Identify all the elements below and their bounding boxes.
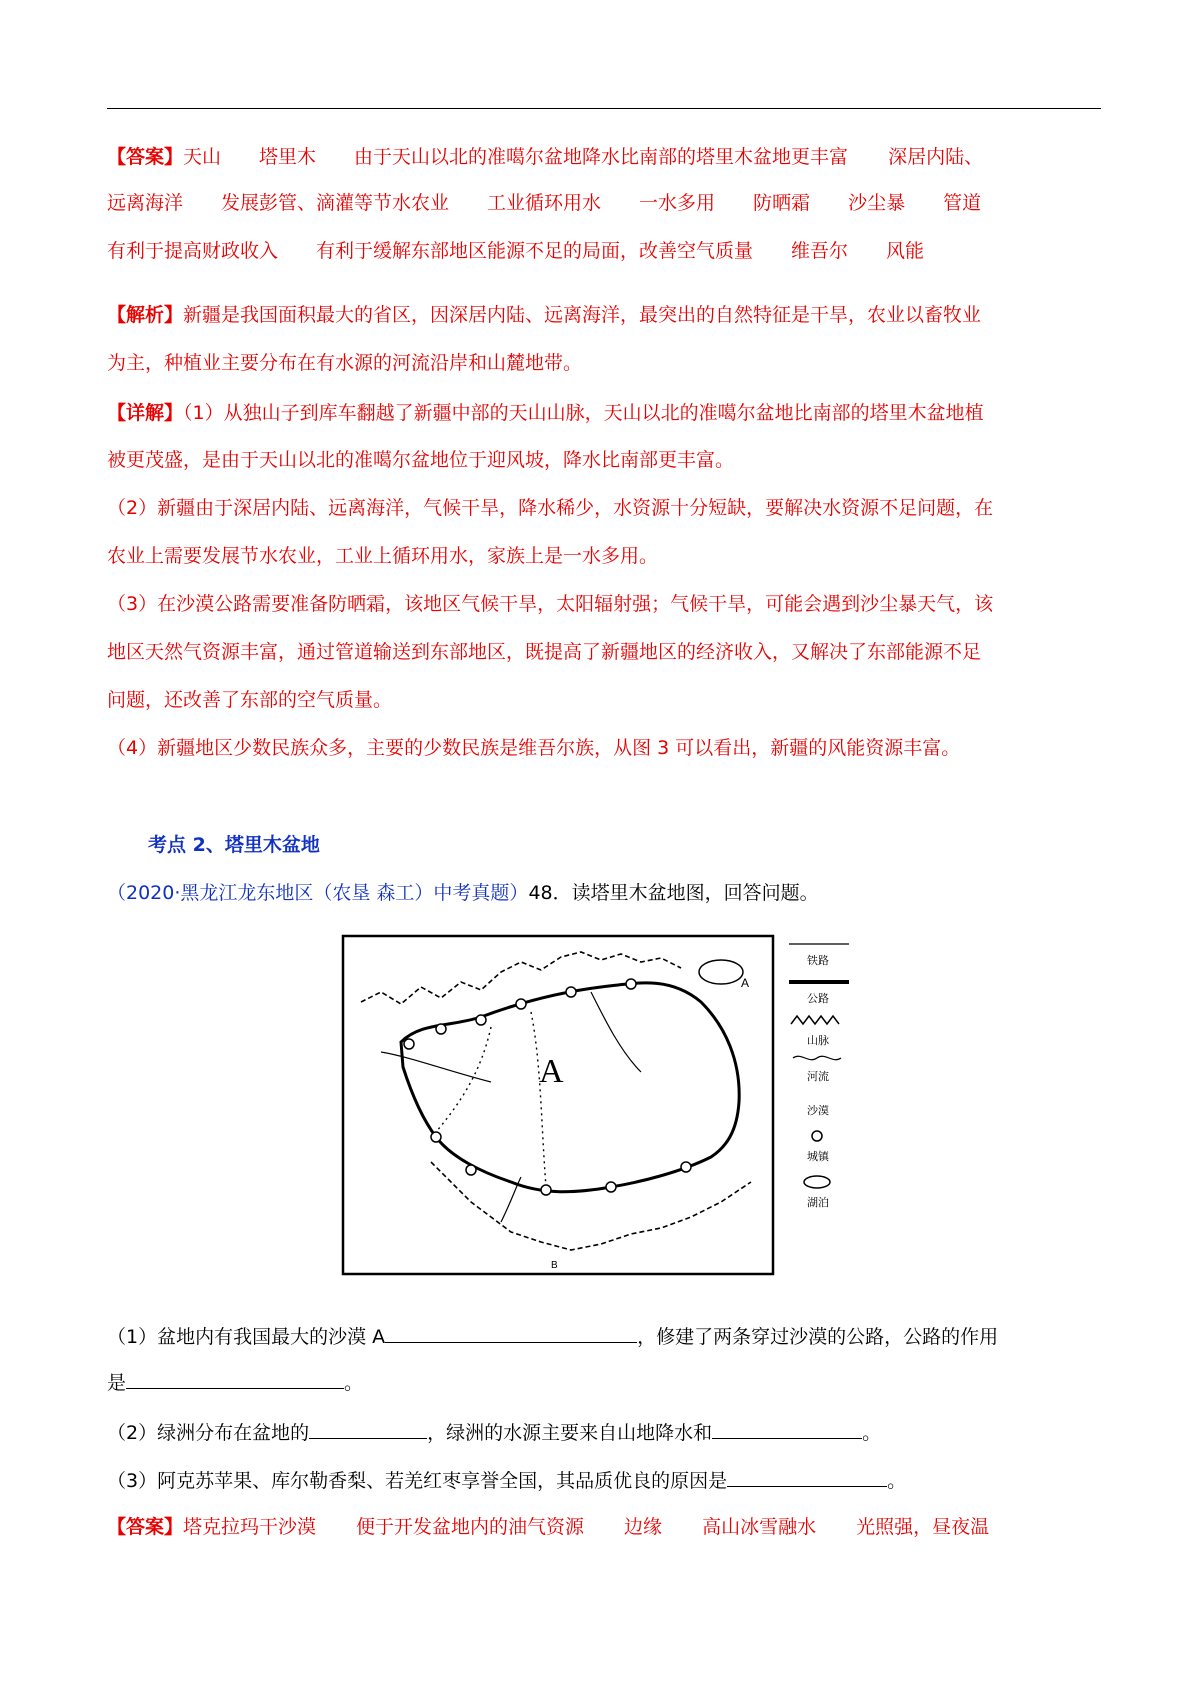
detail-line-8: （4）新疆地区少数民族众多，主要的少数民族是维吾尔族，从图 3 可以看出，新疆的风能资源丰富。	[107, 737, 961, 759]
answer-2-line	[107, 1514, 989, 1540]
q3-text: 。	[887, 1470, 907, 1492]
question-2-line	[107, 1418, 881, 1446]
answer-item: 沙尘暴	[848, 192, 906, 214]
answer-item: 风能	[886, 240, 925, 262]
answer-item: 天山	[183, 146, 222, 168]
top-rule	[107, 108, 1101, 109]
question-3-line	[107, 1466, 906, 1494]
analysis-text: 新疆是我国面积最大的省区，因深居内陆、远离海洋，最突出的自然特征是干旱，农业以畜牧业	[183, 304, 982, 326]
answer-item: 发展彭管、滴灌等节水农业	[221, 192, 450, 214]
detail-line-2: 被更茂盛，是由于天山以北的准噶尔盆地位于迎风坡，降水比南部更丰富。	[107, 449, 735, 471]
answer-item: 深居内陆、	[888, 146, 984, 168]
question-1-line-2	[107, 1368, 363, 1396]
legend-mountain: 山脉	[807, 1034, 829, 1047]
detail-line-1	[107, 400, 984, 426]
analysis-line-1	[107, 302, 981, 328]
answer-2-label: 【答案】	[107, 1516, 184, 1538]
detail-line-4: 农业上需要发展节水农业，工业上循环用水，家族上是一水多用。	[107, 545, 659, 567]
legend-lake: 湖泊	[807, 1196, 829, 1209]
q1-text: （1）盆地内有我国最大的沙漠 A	[107, 1326, 386, 1348]
q1-text: 是	[107, 1372, 127, 1394]
answer-item: 维吾尔	[791, 240, 849, 262]
lake	[699, 960, 743, 984]
answer-line-2	[107, 190, 981, 216]
q2-text: ，绿洲的水源主要来自山地降水和	[427, 1422, 713, 1444]
map-frame	[343, 936, 773, 1274]
map-label-a: A	[539, 1053, 564, 1090]
legend-river: 河流	[807, 1070, 829, 1083]
detail-line-5: （3）在沙漠公路需要准备防晒霜，该地区气候干旱，太阳辐射强；气候干旱，可能会遇到沙尘暴天气，该	[107, 593, 994, 615]
answer-2-item: 光照强，昼夜温	[856, 1516, 990, 1538]
map-label-a-small: A	[741, 976, 750, 990]
question-header	[107, 880, 819, 906]
answer-item: 远离海洋	[107, 192, 184, 214]
answer-item: 塔里木	[259, 146, 317, 168]
q1-answer-blank-2[interactable]	[126, 1368, 344, 1389]
q2-answer-blank-2[interactable]	[712, 1418, 862, 1439]
analysis-label: 【解析】	[107, 304, 184, 326]
q1-answer-blank-1[interactable]	[385, 1322, 637, 1343]
answer-item: 一水多用	[639, 192, 716, 214]
answer-item: 有利于缓解东部地区能源不足的局面，改善空气质量	[316, 240, 754, 262]
section-title: 考点 2、塔里木盆地	[148, 834, 320, 856]
answer-2-item: 便于开发盆地内的油气资源	[356, 1516, 585, 1538]
map-label-b-small: B	[551, 1260, 558, 1271]
tarim-basin-map	[341, 932, 859, 1282]
answer-item: 由于天山以北的准噶尔盆地降水比南部的塔里木盆地更丰富	[354, 146, 849, 168]
answer-label: 【答案】	[107, 146, 184, 168]
analysis-line-2: 为主，种植业主要分布在有水源的河流沿岸和山麓地带。	[107, 352, 583, 374]
question-1-line-1	[107, 1322, 998, 1350]
legend-railway: 铁路	[807, 954, 829, 967]
question-source: （2020·黑龙江龙东地区（农垦 森工）中考真题）	[107, 882, 529, 904]
answer-2-item: 塔克拉玛干沙漠	[183, 1516, 317, 1538]
legend-highway: 公路	[807, 992, 829, 1005]
q3-answer-blank[interactable]	[727, 1466, 887, 1487]
q1-text: ，修建了两条穿过沙漠的公路，公路的作用	[637, 1326, 999, 1348]
q3-text: （3）阿克苏苹果、库尔勒香梨、若羌红枣享誉全国，其品质优良的原因是	[107, 1470, 728, 1492]
answer-line-3	[107, 238, 924, 264]
q2-text: （2）绿洲分布在盆地的	[107, 1422, 310, 1444]
detail-label: 【详解】	[107, 402, 184, 424]
legend-town: 城镇	[807, 1150, 829, 1163]
answer-2-item: 高山冰雪融水	[702, 1516, 817, 1538]
answer-line-1	[107, 144, 983, 170]
detail-line-6: 地区天然气资源丰富，通过管道输送到东部地区，既提高了新疆地区的经济收入，又解决了东部能源不足	[107, 641, 982, 663]
map-legend	[789, 944, 849, 1209]
answer-item: 有利于提高财政收入	[107, 240, 279, 262]
answer-2-item: 边缘	[624, 1516, 663, 1538]
answer-item: 防晒霜	[753, 192, 811, 214]
detail-line-7: 问题，还改善了东部的空气质量。	[107, 689, 393, 711]
answer-item: 工业循环用水	[487, 192, 602, 214]
legend-desert: 沙漠	[807, 1104, 829, 1117]
answer-item: 管道	[943, 192, 982, 214]
question-text: 48．读塔里木盆地图，回答问题。	[528, 882, 819, 904]
q2-text: 。	[862, 1422, 882, 1444]
detail-text: （1）从独山子到库车翻越了新疆中部的天山山脉，天山以北的准噶尔盆地比南部的塔里木盆地植	[183, 402, 984, 424]
q2-answer-blank-1[interactable]	[309, 1418, 427, 1439]
q1-text: 。	[344, 1372, 364, 1394]
detail-line-3: （2）新疆由于深居内陆、远离海洋，气候干旱，降水稀少，水资源十分短缺，要解决水资源不足问题，在	[107, 497, 994, 519]
